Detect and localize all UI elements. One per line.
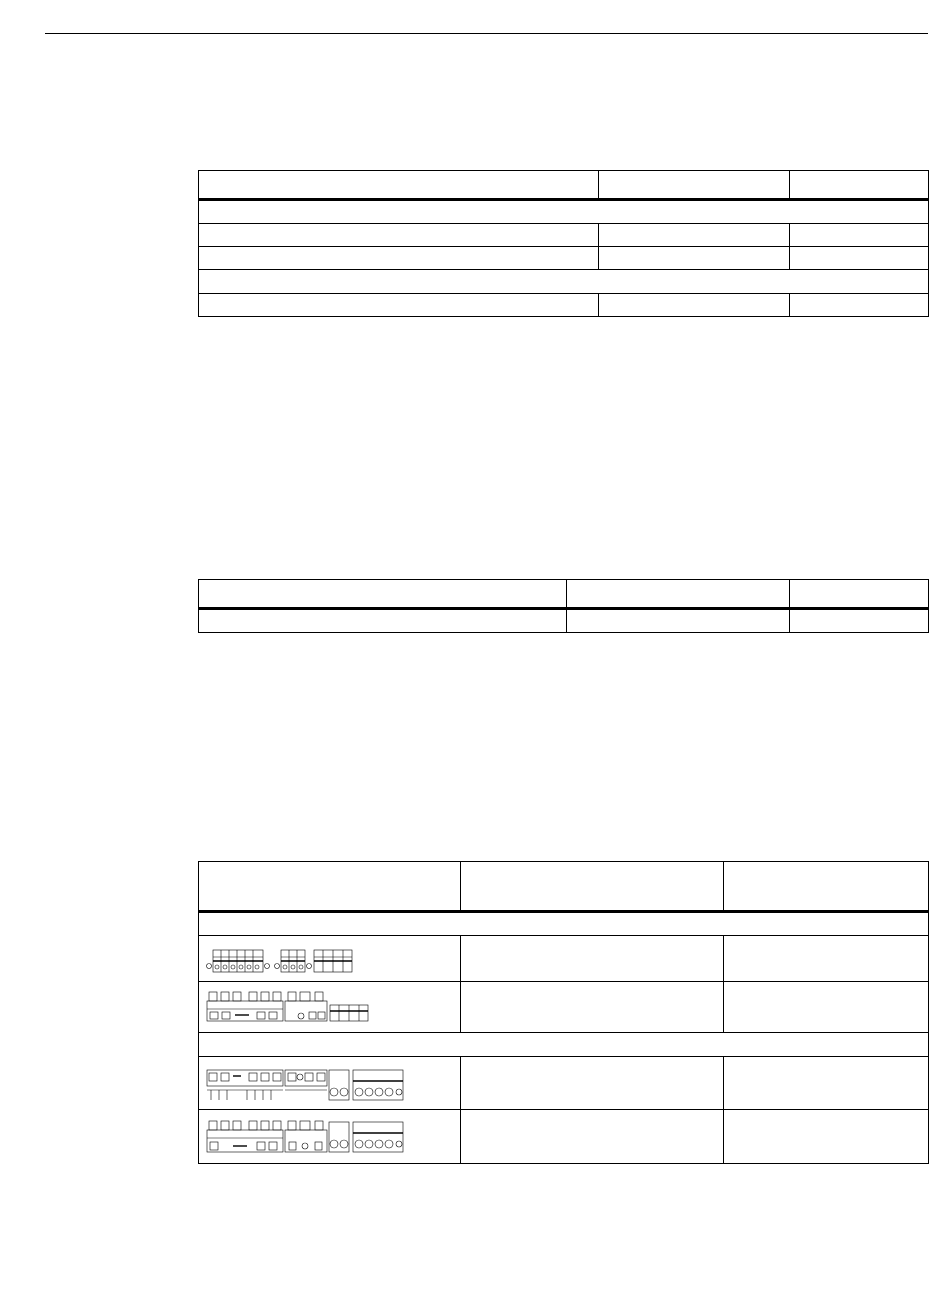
table-cell <box>567 609 790 633</box>
image-cell <box>199 982 461 1033</box>
table-cell <box>199 609 567 633</box>
table-row <box>199 1057 929 1110</box>
section-cell <box>199 270 929 294</box>
table-cell <box>461 982 724 1033</box>
table-row <box>199 247 929 270</box>
terminal-block-connector-image <box>205 1118 405 1156</box>
column-header <box>461 862 724 912</box>
column-header <box>199 580 567 609</box>
header-rule <box>45 33 928 34</box>
terminal-block-connector-image <box>205 989 370 1025</box>
table-3 <box>198 861 929 1164</box>
table-section-row <box>199 270 929 294</box>
image-cell <box>199 936 461 982</box>
table-cell <box>790 247 929 270</box>
table-2 <box>198 579 929 633</box>
table-1 <box>198 170 929 317</box>
column-header <box>199 862 461 912</box>
table-section-row <box>199 200 929 224</box>
table-cell <box>199 247 599 270</box>
table-cell <box>724 1110 929 1164</box>
section-cell <box>199 912 929 936</box>
table-row <box>199 224 929 247</box>
table-section-row <box>199 912 929 936</box>
column-header <box>790 171 929 200</box>
table-row <box>199 982 929 1033</box>
table-row <box>199 294 929 317</box>
table-header-row <box>199 862 929 912</box>
terminal-block-connector-image <box>205 1064 405 1102</box>
table-header-row <box>199 580 929 609</box>
table-cell <box>599 294 790 317</box>
column-header <box>724 862 929 912</box>
column-header <box>199 171 599 200</box>
table-section-row <box>199 1033 929 1057</box>
image-cell <box>199 1110 461 1164</box>
table-cell <box>461 1057 724 1110</box>
table-cell <box>199 224 599 247</box>
table-cell <box>790 294 929 317</box>
table-cell <box>599 247 790 270</box>
table-cell <box>461 936 724 982</box>
table-cell <box>724 1057 929 1110</box>
column-header <box>790 580 929 609</box>
terminal-block-connector-image <box>205 944 355 974</box>
table-cell <box>724 982 929 1033</box>
column-header <box>599 171 790 200</box>
table-cell <box>724 936 929 982</box>
table-row <box>199 1110 929 1164</box>
table-cell <box>790 224 929 247</box>
table-cell <box>199 294 599 317</box>
table-cell <box>790 609 929 633</box>
section-cell <box>199 200 929 224</box>
table-cell <box>461 1110 724 1164</box>
column-header <box>567 580 790 609</box>
section-cell <box>199 1033 929 1057</box>
image-cell <box>199 1057 461 1110</box>
table-row <box>199 936 929 982</box>
table-row <box>199 609 929 633</box>
table-cell <box>599 224 790 247</box>
table-header-row <box>199 171 929 200</box>
